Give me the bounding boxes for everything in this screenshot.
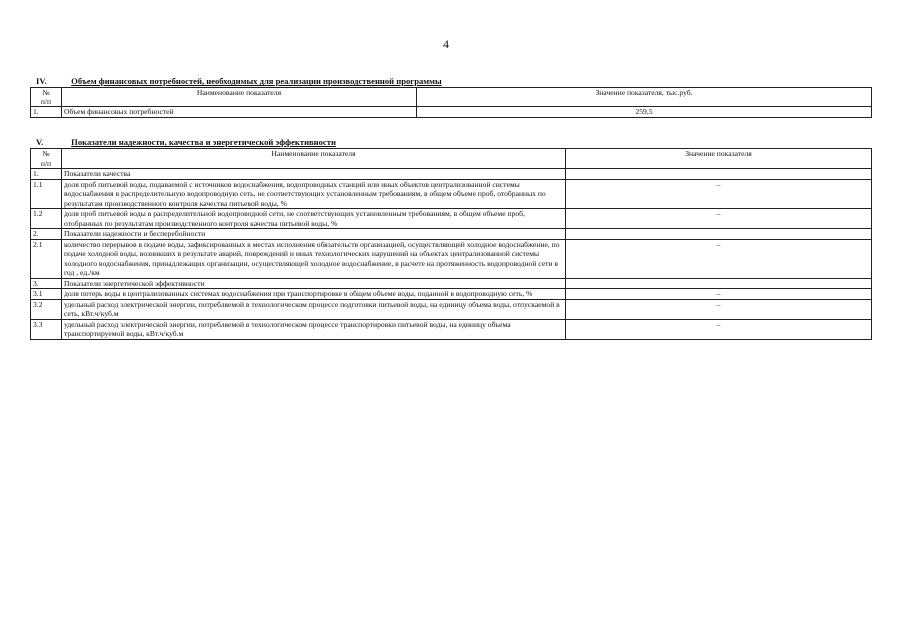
row-value: – [566, 179, 872, 209]
row-number: 2.1 [31, 239, 62, 278]
section-heading: Объем финансовых потребностей, необходимых для реализации производственной программы [71, 76, 442, 86]
table-row [31, 229, 872, 240]
row-number: 1. [31, 169, 62, 180]
table-row [31, 299, 872, 319]
row-value [566, 169, 872, 180]
column-header-name: Наименование показателя [62, 149, 566, 169]
section-number: V. [36, 137, 44, 147]
row-number: 1.2 [31, 209, 62, 229]
table-row [31, 107, 872, 118]
section-title-financial-needs [36, 76, 442, 86]
table-row [31, 319, 872, 339]
section-title-indicators [36, 137, 336, 147]
row-name: Показатели надежности и бесперебойности [62, 229, 566, 240]
row-number: 1. [31, 107, 62, 118]
row-name: доля проб питьевой воды в распределительной водопроводной сети, не соответствующих установленным требованиям, в общем объеме проб, отобранных по результатам производственного контроля качества питьевой воды, % [62, 209, 566, 229]
table-row [31, 179, 872, 209]
row-name: доля проб питьевой воды, подаваемой с источников водоснабжения, водопроводных станций или иных объектов централизованной системы водоснабжения в распределительную водопроводную сеть, не соответствующих установленным требованиям, в общем объеме проб, отобранных по результатам производственного контроля качества питьевой воды, % [62, 179, 566, 209]
row-number: 1.1 [31, 179, 62, 209]
indicators-table [30, 148, 872, 340]
row-number: 3.1 [31, 289, 62, 300]
row-number: 3.3 [31, 319, 62, 339]
row-name: Показатели энергетической эффективности [62, 278, 566, 289]
row-name: Показатели качества [62, 169, 566, 180]
section-heading: Показатели надежности, качества и энергетической эффективности [71, 137, 336, 147]
column-header-name: Наименование показателя [62, 88, 417, 107]
column-header-number: № п/п [31, 88, 62, 107]
row-name: удельный расход электрической энергии, потребляемой в технологическом процессе подготовки питьевой воды, на единицу объема воды, отпускаемой в сеть, кВт.ч/куб.м [62, 299, 566, 319]
column-header-value: Значение показателя, тыс.руб. [417, 88, 872, 107]
row-number: 3.2 [31, 299, 62, 319]
table-row [31, 169, 872, 180]
row-number: 3. [31, 278, 62, 289]
table-header-row [31, 88, 872, 107]
financial-needs-table [30, 87, 872, 118]
row-name: Объем финансовых потребностей [62, 107, 417, 118]
table-row [31, 209, 872, 229]
row-name: количество перерывов в подаче воды, зафиксированных в местах исполнения обязательств организацией, осуществляющей холодное водоснабжение, по подаче холодной воды, возникших в результате аварий, повреждений и иных технологических нарушений на объектах централизованной системы холодного водоснабжения, принадлежащих организации, осуществляющей холодное водоснабжение, в расчете на протяженность водопроводной сети в год , ед./км [62, 239, 566, 278]
row-value: – [566, 209, 872, 229]
column-header-number: № п/п [31, 149, 62, 169]
page-number: 4 [443, 37, 449, 51]
row-name: доля потерь воды в централизованных системах водоснабжения при транспортировке в общем объеме воды, поданной в водопроводную сеть, % [62, 289, 566, 300]
row-value [566, 229, 872, 240]
column-header-value: Значение показателя [566, 149, 872, 169]
row-value: – [566, 239, 872, 278]
row-number: 2. [31, 229, 62, 240]
table-row [31, 289, 872, 300]
row-value: – [566, 319, 872, 339]
row-value: – [566, 299, 872, 319]
table-header-row [31, 149, 872, 169]
row-value: – [566, 289, 872, 300]
table-row [31, 239, 872, 278]
section-number: IV. [36, 76, 47, 86]
table-row [31, 278, 872, 289]
row-value: 259,5 [417, 107, 872, 118]
row-name: удельный расход электрической энергии, потребляемой в технологическом процессе транспортировки питьевой воды, на единицу объема транспортируемой воды, кВт.ч/куб.м [62, 319, 566, 339]
row-value [566, 278, 872, 289]
